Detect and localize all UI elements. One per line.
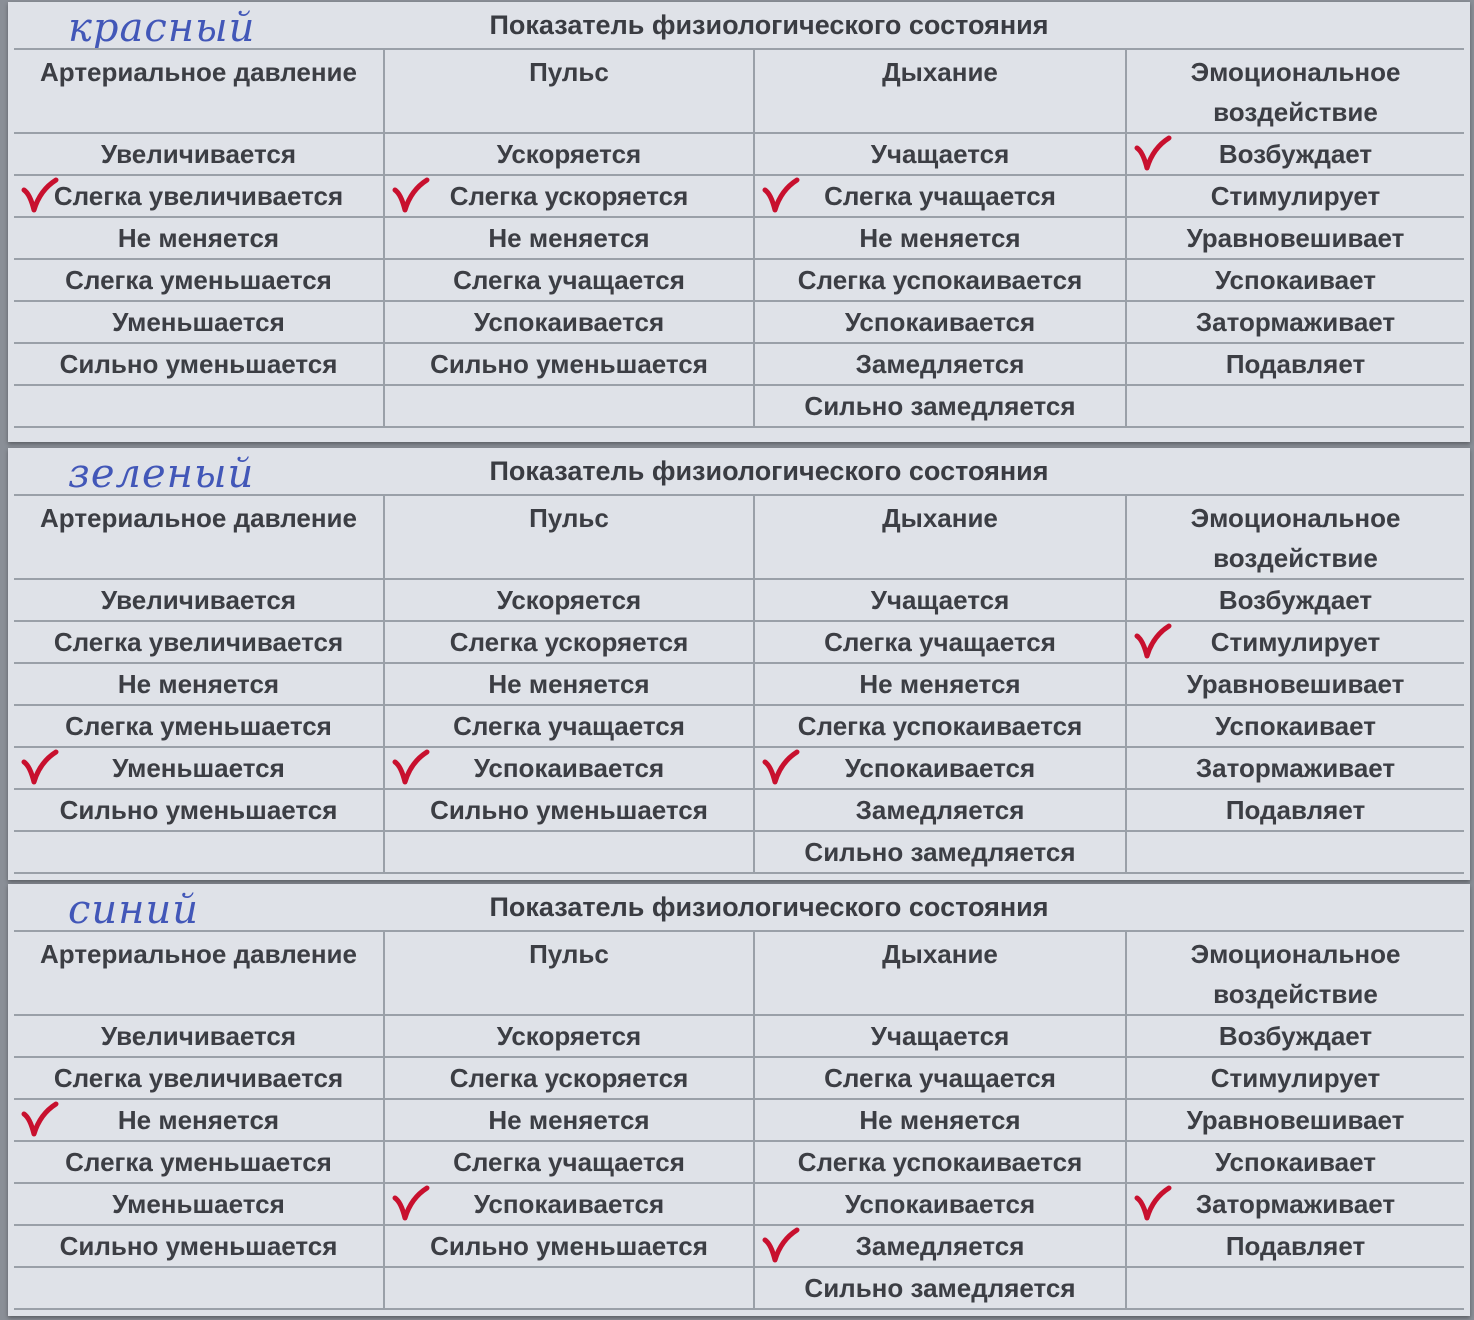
cell-label: Слегка уменьшается	[65, 264, 332, 295]
table-cell	[384, 663, 754, 705]
table-row	[14, 385, 1464, 427]
cell-label: Замедляется	[855, 1230, 1025, 1261]
column-header: Дыхание	[754, 931, 1126, 1015]
cell-label: Слегка уменьшается	[65, 710, 332, 741]
table-cell	[1126, 259, 1464, 301]
table-cell	[754, 747, 1126, 789]
cell-label: Не меняется	[859, 668, 1021, 699]
cell-label: Слегка учащается	[824, 180, 1056, 211]
table-cell	[384, 831, 754, 873]
cell-label: Стимулирует	[1210, 1062, 1381, 1093]
table-cell	[754, 831, 1126, 873]
cell-label: Слегка уменьшается	[65, 1146, 332, 1177]
column-header: Эмоциональное воздействие	[1126, 495, 1464, 579]
table-row	[14, 1141, 1464, 1183]
header-row	[14, 931, 1464, 1015]
cell-label: Стимулирует	[1210, 180, 1381, 211]
cell-label: Замедляется	[855, 794, 1025, 825]
cell-label: Ускоряется	[496, 138, 642, 169]
table-cell	[384, 621, 754, 663]
cell-label: Затормаживает	[1195, 306, 1396, 337]
cell-label: Учащается	[870, 1020, 1010, 1051]
table-cell	[14, 789, 384, 831]
table-cell	[384, 1057, 754, 1099]
table-cell	[14, 1183, 384, 1225]
cell-label: Слегка успокаивается	[797, 264, 1083, 295]
table-cell	[1126, 621, 1464, 663]
table-cell	[754, 1225, 1126, 1267]
table-cell	[14, 705, 384, 747]
table-cell	[1126, 1057, 1464, 1099]
table-cell	[754, 663, 1126, 705]
table-cell	[1126, 1099, 1464, 1141]
cell-label: Возбуждает	[1218, 584, 1373, 615]
cell-label: Сильно уменьшается	[430, 348, 708, 379]
table-row	[14, 1267, 1464, 1309]
table-cell	[14, 259, 384, 301]
table-cell	[1126, 175, 1464, 217]
table-row	[14, 747, 1464, 789]
handwritten-label: красный	[68, 5, 256, 51]
cell-label: Слегка увеличивается	[53, 180, 344, 211]
table-row	[14, 1057, 1464, 1099]
cell-label: Не меняется	[859, 222, 1021, 253]
table-cell	[14, 1267, 384, 1309]
table-cell	[384, 175, 754, 217]
table-cell	[754, 789, 1126, 831]
table-cell	[14, 1225, 384, 1267]
table-cell	[1126, 1267, 1464, 1309]
cell-label: Сильно замедляется	[804, 1272, 1076, 1303]
table-cell	[14, 1057, 384, 1099]
cell-label: Слегка ускоряется	[449, 1062, 689, 1093]
column-header: Пульс	[384, 495, 754, 579]
table-cell	[14, 175, 384, 217]
table-cell	[754, 621, 1126, 663]
cell-label: Ускоряется	[496, 584, 642, 615]
table-row	[14, 1225, 1464, 1267]
table-row	[14, 705, 1464, 747]
cell-label: Успокаивает	[1215, 264, 1376, 295]
cell-label: Сильно уменьшается	[59, 1230, 338, 1261]
cell-label: Подавляет	[1225, 1230, 1366, 1261]
check-mark-icon	[1133, 134, 1173, 174]
handwritten-label: синий	[68, 887, 200, 933]
cell-label: Успокаивается	[844, 306, 1036, 337]
table-cell	[14, 831, 384, 873]
cell-label: Учащается	[870, 138, 1010, 169]
table-cell	[384, 1015, 754, 1057]
cell-label: Не меняется	[117, 668, 280, 699]
cell-label: Слегка увеличивается	[53, 626, 344, 657]
table-row	[14, 343, 1464, 385]
handwritten-label: зеленый	[68, 451, 255, 497]
table-cell	[1126, 217, 1464, 259]
table-cell	[384, 1141, 754, 1183]
cell-label: Слегка успокаивается	[797, 1146, 1083, 1177]
column-header: Эмоциональное воздействие	[1126, 931, 1464, 1015]
table-row	[14, 133, 1464, 175]
table-title: Показатель физиологического состояния	[489, 456, 1049, 486]
cell-label: Слегка ускоряется	[449, 180, 689, 211]
table-cell	[14, 217, 384, 259]
cell-label: Слегка учащается	[453, 264, 685, 295]
table-cell	[754, 1183, 1126, 1225]
cell-label: Подавляет	[1225, 794, 1366, 825]
table-cell	[384, 133, 754, 175]
check-mark-icon	[1133, 1184, 1173, 1224]
table-cell	[1126, 1141, 1464, 1183]
header-row	[14, 49, 1464, 133]
table-cell	[14, 621, 384, 663]
cell-label: Не меняется	[488, 1104, 650, 1135]
table-cell	[14, 133, 384, 175]
table-cell	[1126, 579, 1464, 621]
cell-label: Сильно уменьшается	[59, 348, 338, 379]
table-cell	[754, 1267, 1126, 1309]
column-header: Эмоциональное воздействие	[1126, 49, 1464, 133]
table-cell	[384, 343, 754, 385]
column-header: Дыхание	[754, 495, 1126, 579]
cell-label: Стимулирует	[1210, 626, 1381, 657]
table-cell	[384, 217, 754, 259]
table-cell	[754, 133, 1126, 175]
table-cell	[1126, 301, 1464, 343]
cell-label: Успокаивается	[844, 1188, 1036, 1219]
cell-label: Слегка ускоряется	[449, 626, 689, 657]
cell-label: Не меняется	[488, 222, 650, 253]
cell-label: Сильно уменьшается	[430, 794, 708, 825]
table-cell	[384, 1225, 754, 1267]
cell-label: Уменьшается	[112, 752, 285, 783]
table-row	[14, 1015, 1464, 1057]
table-cell	[384, 747, 754, 789]
table-title: Показатель физиологического состояния	[489, 10, 1049, 40]
table-card-blue	[8, 884, 1470, 1316]
table-cell	[1126, 705, 1464, 747]
table-title: Показатель физиологического состояния	[489, 892, 1049, 922]
table-cell	[754, 259, 1126, 301]
table-cell	[754, 217, 1126, 259]
cell-label: Слегка учащается	[824, 1062, 1056, 1093]
table-cell	[14, 747, 384, 789]
cell-label: Сильно уменьшается	[59, 794, 338, 825]
cell-label: Успокаивает	[1215, 710, 1376, 741]
check-mark-icon	[1133, 622, 1173, 662]
state-table	[14, 930, 1464, 1310]
table-cell	[384, 1099, 754, 1141]
table-cell	[754, 343, 1126, 385]
cell-label: Уравновешивает	[1186, 1104, 1405, 1135]
table-cell	[1126, 1225, 1464, 1267]
cell-label: Не меняется	[117, 1104, 280, 1135]
cell-label: Слегка успокаивается	[797, 710, 1083, 741]
table-row	[14, 1183, 1464, 1225]
cell-label: Не меняется	[859, 1104, 1021, 1135]
table-row	[14, 621, 1464, 663]
cell-label: Увеличивается	[100, 138, 297, 169]
state-table	[14, 48, 1464, 428]
column-header: Артериальное давление	[14, 49, 384, 133]
check-mark-icon	[761, 1226, 801, 1266]
cell-label: Увеличивается	[100, 1020, 297, 1051]
table-cell	[384, 579, 754, 621]
column-header: Артериальное давление	[14, 495, 384, 579]
cell-label: Возбуждает	[1218, 1020, 1373, 1051]
cell-label: Успокаивается	[473, 306, 665, 337]
table-cell	[14, 1015, 384, 1057]
cell-label: Слегка учащается	[453, 1146, 685, 1177]
table-cell	[14, 301, 384, 343]
table-cell	[1126, 1183, 1464, 1225]
table-cell	[384, 301, 754, 343]
table-cell	[754, 1015, 1126, 1057]
check-mark-icon	[391, 1184, 431, 1224]
table-cell	[1126, 385, 1464, 427]
cell-label: Слегка учащается	[824, 626, 1056, 657]
table-cell	[384, 705, 754, 747]
cell-label: Успокаивает	[1215, 1146, 1376, 1177]
check-mark-icon	[391, 176, 431, 216]
table-cell	[384, 385, 754, 427]
column-header: Пульс	[384, 49, 754, 133]
cell-label: Подавляет	[1225, 348, 1366, 379]
cell-label: Не меняется	[117, 222, 280, 253]
cell-label: Успокаивается	[844, 752, 1036, 783]
table-row	[14, 259, 1464, 301]
table-cell	[1126, 663, 1464, 705]
table-cell	[14, 385, 384, 427]
table-cell	[14, 1141, 384, 1183]
table-row	[14, 663, 1464, 705]
cell-label: Замедляется	[855, 348, 1025, 379]
table-cell	[14, 1099, 384, 1141]
cell-label: Слегка учащается	[453, 710, 685, 741]
table-cell	[754, 1099, 1126, 1141]
table-cell	[754, 1057, 1126, 1099]
cell-label: Успокаивается	[473, 752, 665, 783]
table-row	[14, 831, 1464, 873]
cell-label: Уменьшается	[112, 1188, 285, 1219]
check-mark-icon	[761, 748, 801, 788]
cell-label: Ускоряется	[496, 1020, 642, 1051]
table-cell	[754, 301, 1126, 343]
table-cell	[14, 663, 384, 705]
check-mark-icon	[761, 176, 801, 216]
cell-label: Затормаживает	[1195, 752, 1396, 783]
table-cell	[754, 579, 1126, 621]
table-card-red	[8, 2, 1470, 442]
table-cell	[754, 175, 1126, 217]
table-cell	[384, 1183, 754, 1225]
table-cell	[14, 579, 384, 621]
check-mark-icon	[391, 748, 431, 788]
state-table	[14, 494, 1464, 874]
table-cell	[14, 343, 384, 385]
table-row	[14, 1099, 1464, 1141]
table-card-green	[8, 448, 1470, 880]
table-cell	[754, 385, 1126, 427]
table-cell	[754, 705, 1126, 747]
header-row	[14, 495, 1464, 579]
table-row	[14, 579, 1464, 621]
cell-label: Уменьшается	[112, 306, 285, 337]
table-row	[14, 217, 1464, 259]
cell-label: Учащается	[870, 584, 1010, 615]
table-row	[14, 301, 1464, 343]
cell-label: Слегка увеличивается	[53, 1062, 344, 1093]
check-mark-icon	[20, 748, 60, 788]
cell-label: Увеличивается	[100, 584, 297, 615]
cell-label: Успокаивается	[473, 1188, 665, 1219]
table-row	[14, 789, 1464, 831]
table-cell	[754, 1141, 1126, 1183]
table-cell	[1126, 747, 1464, 789]
table-cell	[1126, 343, 1464, 385]
cell-label: Сильно замедляется	[804, 836, 1076, 867]
cell-label: Затормаживает	[1195, 1188, 1396, 1219]
table-cell	[1126, 133, 1464, 175]
cell-label: Возбуждает	[1218, 138, 1373, 169]
check-mark-icon	[20, 176, 60, 216]
table-cell	[384, 789, 754, 831]
cell-label: Уравновешивает	[1186, 668, 1405, 699]
table-cell	[1126, 831, 1464, 873]
column-header: Дыхание	[754, 49, 1126, 133]
table-row	[14, 175, 1464, 217]
table-cell	[384, 1267, 754, 1309]
table-cell	[1126, 1015, 1464, 1057]
table-cell	[384, 259, 754, 301]
column-header: Пульс	[384, 931, 754, 1015]
cell-label: Сильно замедляется	[804, 390, 1076, 421]
cell-label: Уравновешивает	[1186, 222, 1405, 253]
cell-label: Сильно уменьшается	[430, 1230, 708, 1261]
check-mark-icon	[20, 1100, 60, 1140]
table-cell	[1126, 789, 1464, 831]
column-header: Артериальное давление	[14, 931, 384, 1015]
cell-label: Не меняется	[488, 668, 650, 699]
